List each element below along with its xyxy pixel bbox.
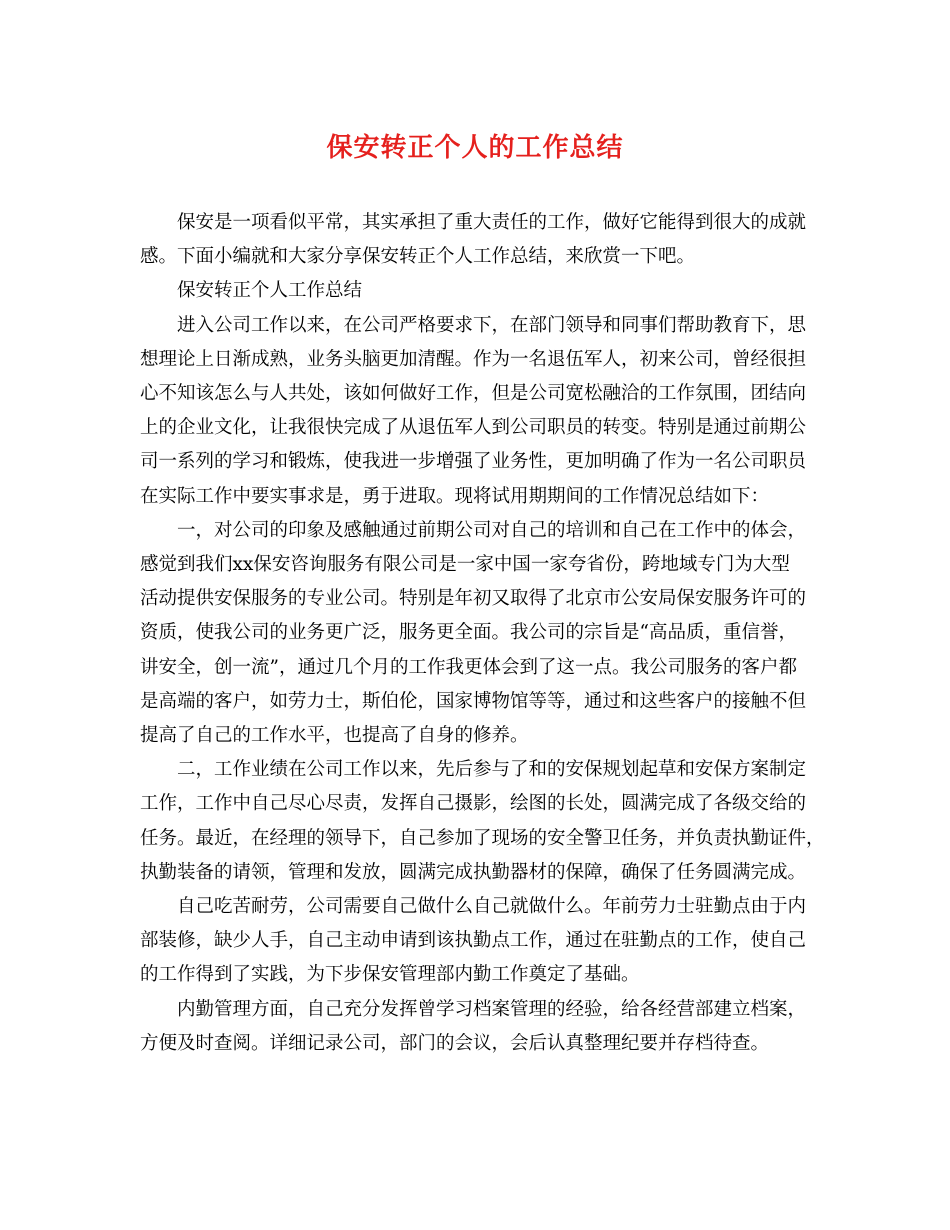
paragraph-line: 讲安全，创一流”，通过几个月的工作我更体会到了这一点。我公司服务的客户都 xyxy=(140,656,797,678)
paragraph-line: 任务。最近，在经理的领导下，自己参加了现场的安全警卫任务，并负责执勤证件， xyxy=(140,827,825,849)
paragraph-line: 一，对公司的印象及感触通过前期公司对自己的培训和自己在工作中的体会， xyxy=(177,519,807,541)
paragraph-line: 感觉到我们xx保安咨询服务有限公司是一家中国一家夸省份，跨地域专门为大型 xyxy=(140,554,790,576)
paragraph-line: 进入公司工作以来，在公司严格要求下，在部门领导和同事们帮助教育下，思 xyxy=(177,314,807,336)
paragraph-line: 的工作得到了实践，为下步保安管理部内勤工作奠定了基础。 xyxy=(140,964,640,986)
paragraph xyxy=(140,206,825,274)
paragraph-line: 上的企业文化，让我很快完成了从退伍军人到公司职员的转变。特别是通过前期公 xyxy=(140,417,807,439)
paragraph xyxy=(140,274,825,308)
paragraph-line: 心不知该怎么与人共处，该如何做好工作，但是公司宽松融洽的工作氛围，团结向 xyxy=(140,383,807,405)
paragraph-line: 是高端的客户，如劳力士，斯伯伦，国家博物馆等等，通过和这些客户的接触不但 xyxy=(140,690,807,712)
paragraph xyxy=(140,993,825,1061)
paragraph xyxy=(140,753,825,890)
paragraph-line: 方便及时查阅。详细记录公司，部门的会议，会后认真整理纪要并存档待查。 xyxy=(140,1032,770,1054)
paragraph xyxy=(140,890,825,993)
paragraph-line: 工作，工作中自己尽心尽责，发挥自己摄影，绘图的长处，圆满完成了各级交给的 xyxy=(140,793,807,815)
paragraph xyxy=(140,514,825,753)
document-title: 保安转正个人的工作总结 xyxy=(326,133,624,163)
paragraph-line: 部装修，缺少人手，自己主动申请到该执勤点工作，通过在驻勤点的工作，使自己 xyxy=(140,930,807,952)
paragraph-line: 执勤装备的请领，管理和发放，圆满完成执勤器材的保障，确保了任务圆满完成。 xyxy=(140,861,807,883)
paragraph-line: 提高了自己的工作水平，也提高了自身的修养。 xyxy=(140,725,529,747)
paragraph-line: 在实际工作中要实事求是，勇于进取。现将试用期期间的工作情况总结如下： xyxy=(140,485,770,507)
paragraph-line: 感。下面小编就和大家分享保安转正个人工作总结，来欣赏一下吧。 xyxy=(140,246,696,268)
paragraph xyxy=(140,309,825,514)
paragraph-line: 活动提供安保服务的专业公司。特别是年初又取得了北京市公安局保安服务许可的 xyxy=(140,588,807,610)
paragraph-line: 司一系列的学习和锻炼，使我进一步增强了业务性，更加明确了作为一名公司职员 xyxy=(140,451,807,473)
paragraph-line: 二，工作业绩在公司工作以来，先后参与了和的安保规划起草和安保方案制定 xyxy=(177,759,807,781)
paragraph-line: 保安转正个人工作总结 xyxy=(177,280,363,302)
paragraph-line: 自己吃苦耐劳，公司需要自己做什么自己就做什么。年前劳力士驻勤点由于内 xyxy=(177,896,807,918)
paragraph-line: 想理论上日渐成熟，业务头脑更加清醒。作为一名退伍军人，初来公司，曾经很担 xyxy=(140,348,807,370)
paragraph-line: 内勤管理方面，自己充分发挥曾学习档案管理的经验，给各经营部建立档案， xyxy=(177,998,807,1020)
paragraph-line: 保安是一项看似平常，其实承担了重大责任的工作，做好它能得到很大的成就 xyxy=(177,212,807,233)
document-body xyxy=(140,206,825,1061)
paragraph-line: 资质，使我公司的业务更广泛，服务更全面。我公司的宗旨是“高品质，重信誉， xyxy=(140,622,797,644)
